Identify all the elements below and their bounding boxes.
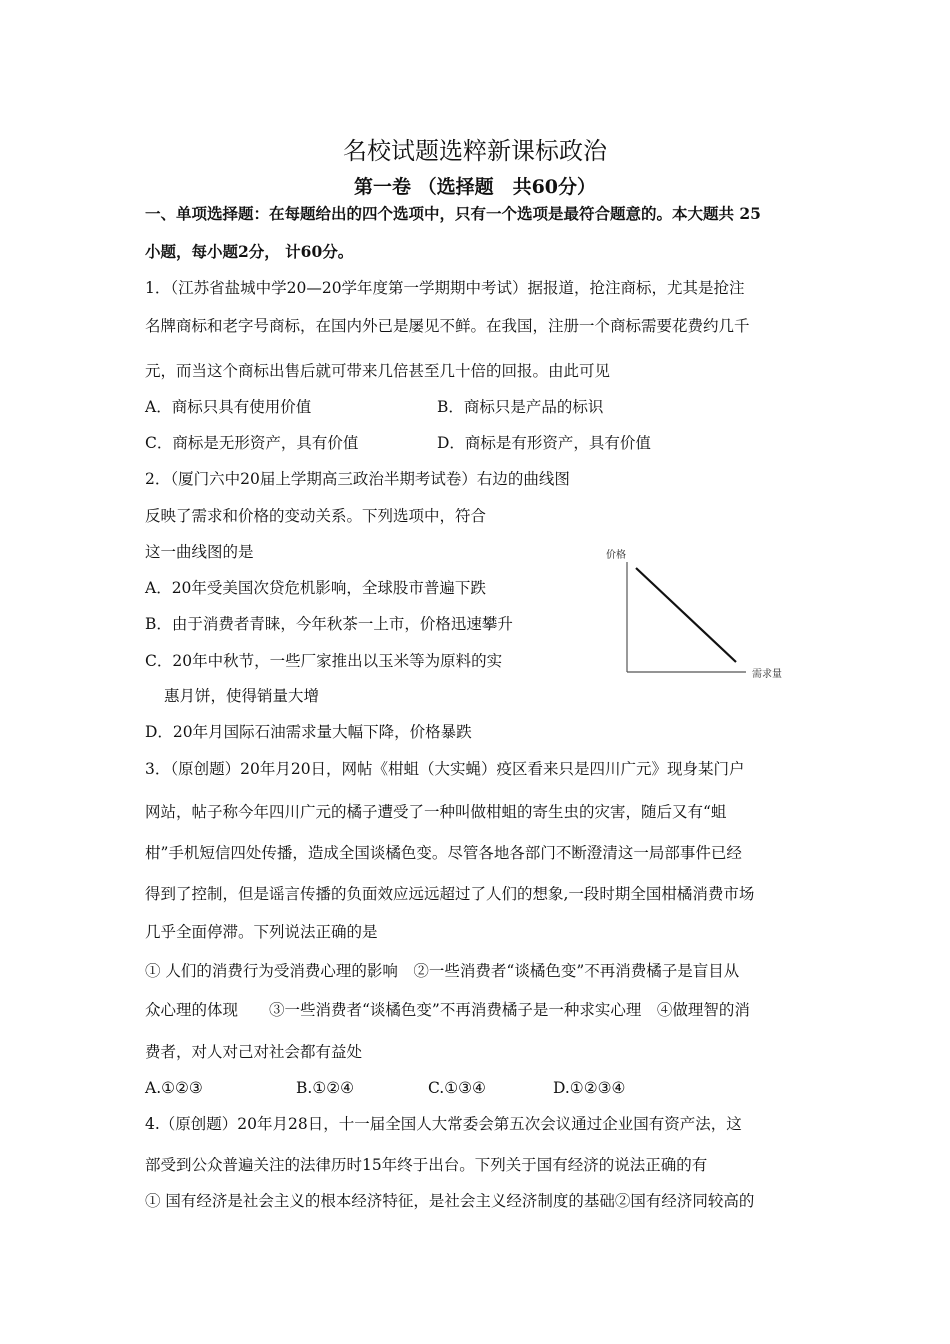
q2-stem-line1: 2．（厦门六中20届上学期高三政治半期考试卷）右边的曲线图 [145, 470, 570, 488]
section-instructions-line1: 一、单项选择题：在每题给出的四个选项中，只有一个选项是最符合题意的。本大题共 25 [145, 204, 761, 223]
q3-stem-line2: 网站，帖子称今年四川广元的橘子遭受了一种叫做柑蛆的寄生虫的灾害，随后又有“蛆 [145, 803, 727, 821]
q3-stem-line1: 3．（原创题）20年月20日，网帖《柑蛆（大实蝇）疫区看来只是四川广元》现身某门户 [145, 760, 745, 778]
q2-stem-line3: 这一曲线图的是 [145, 543, 254, 561]
q1-option-a: A．商标只具有使用价值 [145, 398, 312, 416]
q3-stem-line5: 几乎全面停滞。下列说法正确的是 [145, 923, 378, 941]
demand-curve [636, 568, 736, 662]
chart-x-label: 需求量 [752, 669, 782, 680]
q3-option-b: B.①②④ [296, 1079, 355, 1097]
q2-option-d: D．20年月国际石油需求量大幅下降，价格暴跌 [145, 723, 472, 741]
q3-stem-line4: 得到了控制，但是谣言传播的负面效应远远超过了人们的想象,一段时期全国柑橘消费市场 [145, 885, 755, 903]
q3-statements-line1: ① 人们的消费行为受消费心理的影响 ②一些消费者“谈橘色变”不再消费橘子是盲目从 [145, 962, 740, 980]
q2-option-c-line2: 惠月饼，使得销量大增 [164, 687, 320, 705]
q2-stem-line2: 反映了需求和价格的变动关系。下列选项中，符合 [145, 507, 487, 525]
section-subtitle: 第一卷 （选择题 共60分） [353, 176, 597, 198]
q3-statements-line3: 费者，对人对己对社会都有益处 [145, 1043, 363, 1061]
q4-stem-line1: 4.（原创题）20年月28日，十一届全国人大常委会第五次会议通过企业国有资产法，这 [145, 1115, 742, 1133]
q1-stem-line3: 元，而当这个商标出售后就可带来几倍甚至几十倍的回报。由此可见 [145, 362, 611, 380]
q3-option-c: C.①③④ [428, 1079, 486, 1097]
q3-option-d: D.①②③④ [553, 1079, 626, 1097]
demand-price-chart [596, 540, 796, 690]
q1-stem-line2: 名牌商标和老字号商标，在国内外已是屡见不鲜。在我国，注册一个商标需要花费约几千 [145, 317, 750, 335]
q3-statements-line2: 众心理的体现 ③一些消费者“谈橘色变”不再消费橘子是一种求实心理 ④做理智的消 [145, 1001, 750, 1019]
q2-option-a: A．20年受美国次贷危机影响，全球股市普遍下跌 [145, 579, 486, 597]
q4-stem-line2: 部受到公众普遍关注的法律历时15年终于出台。下列关于国有经济的说法正确的有 [145, 1156, 708, 1174]
section-instructions-line2: 小题，每小题2分， 计60分。 [145, 242, 354, 261]
page-title: 名校试题选粹新课标政治 [343, 137, 607, 165]
q1-option-b: B．商标只是产品的标识 [437, 398, 604, 416]
q4-statements-line1: ① 国有经济是社会主义的根本经济特征，是社会主义经济制度的基础②国有经济同较高的 [145, 1192, 755, 1210]
q3-stem-line3: 柑”手机短信四处传播，造成全国谈橘色变。尽管各地各部门不断澄清这一局部事件已经 [145, 844, 742, 862]
chart-y-label: 价格 [606, 550, 626, 561]
q3-option-a: A.①②③ [145, 1079, 203, 1097]
q1-option-c: C．商标是无形资产，具有价值 [145, 434, 359, 452]
q2-option-b: B．由于消费者青睐，今年秋茶一上市，价格迅速攀升 [145, 615, 513, 633]
q1-option-d: D．商标是有形资产，具有价值 [437, 434, 651, 452]
q2-option-c-line1: C．20年中秋节，一些厂家推出以玉米等为原料的实 [145, 652, 503, 670]
q1-stem-line1: 1．（江苏省盐城中学20—20学年度第一学期期中考试）据报道，抢注商标，尤其是抢注 [145, 279, 745, 297]
